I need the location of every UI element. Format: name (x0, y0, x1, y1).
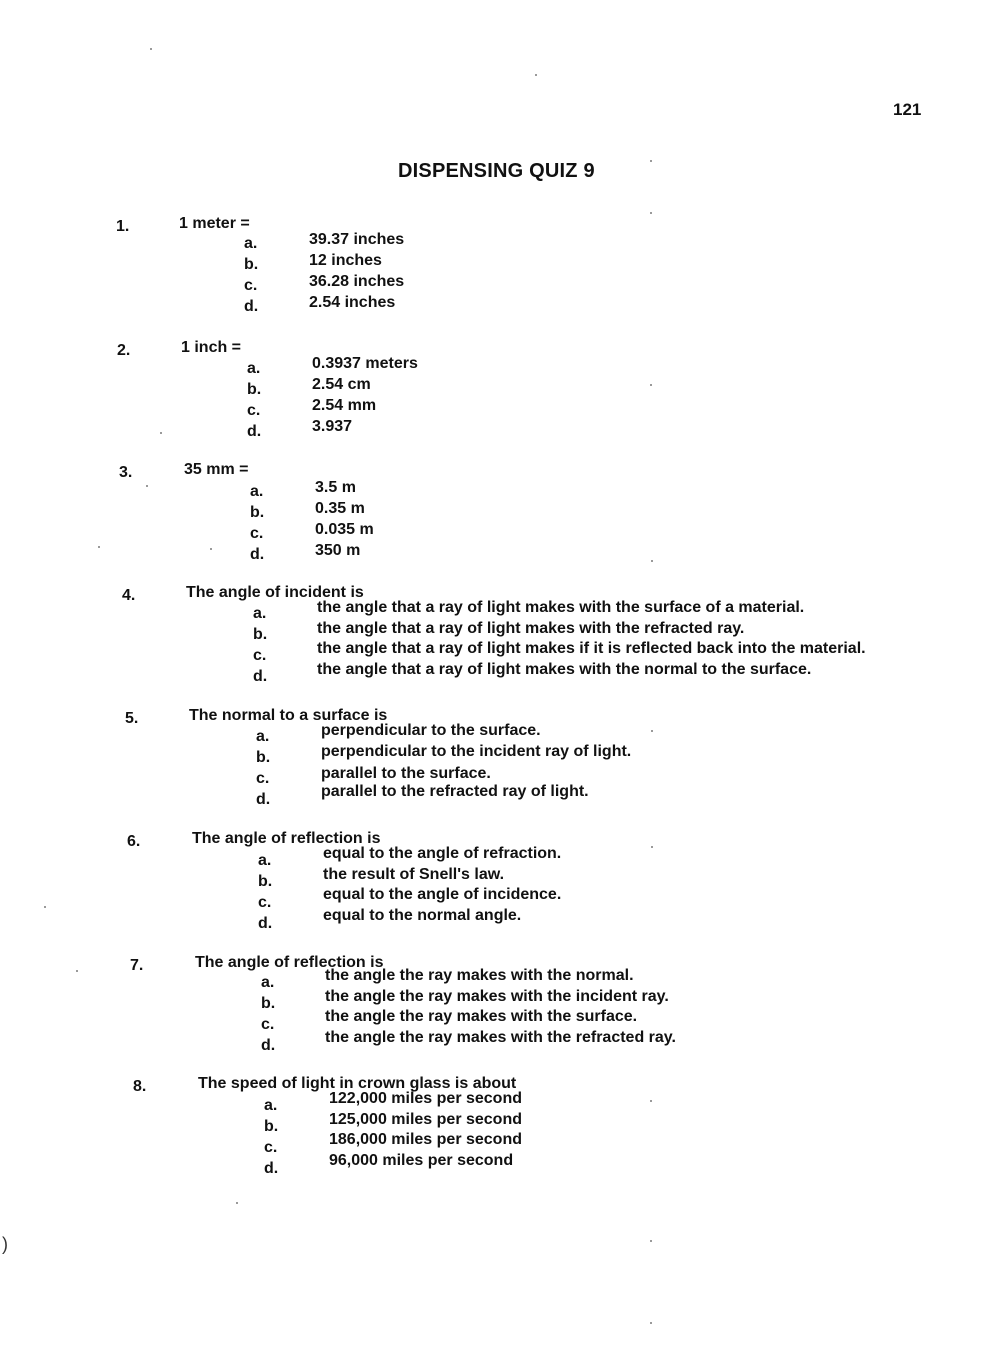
scan-speck (146, 485, 148, 487)
option-letter: c. (258, 894, 272, 911)
option-text: the angle the ray makes with the normal. (325, 967, 634, 984)
option-text: the angle that a ray of light makes with the normal to the surface. (317, 661, 812, 678)
scan-speck (651, 846, 653, 848)
option-text: 0.3937 meters (312, 355, 418, 372)
option-letter: d. (244, 298, 259, 315)
scan-speck (651, 560, 653, 562)
option-text: 96,000 miles per second (329, 1152, 514, 1169)
scan-speck (650, 1100, 652, 1102)
question-number: 5. (125, 710, 139, 727)
option-text: 125,000 miles per second (329, 1111, 522, 1128)
option-letter: a. (261, 974, 275, 991)
option-text: equal to the normal angle. (323, 907, 522, 924)
question-prompt: 1 meter = (179, 215, 250, 232)
option-letter: a. (256, 728, 270, 745)
option-text: 0.35 m (315, 500, 365, 517)
option-letter: b. (261, 995, 276, 1012)
scan-speck (650, 1322, 652, 1324)
option-letter: b. (250, 504, 265, 521)
option-text: 122,000 miles per second (329, 1090, 522, 1107)
option-letter: c. (264, 1139, 278, 1156)
option-text: 39.37 inches (309, 231, 405, 248)
option-letter: d. (253, 668, 268, 685)
option-text: perpendicular to the incident ray of light. (321, 743, 632, 760)
scan-speck (236, 1202, 238, 1204)
scan-speck (44, 906, 46, 908)
option-letter: c. (261, 1016, 275, 1033)
option-letter: a. (250, 483, 264, 500)
option-text: 0.035 m (315, 521, 374, 538)
option-letter: b. (253, 626, 268, 643)
question-number: 3. (119, 464, 133, 481)
question-prompt: The angle of reflection is (192, 830, 381, 847)
option-text: the result of Snell's law. (323, 866, 505, 883)
option-text: equal to the angle of incidence. (323, 886, 562, 903)
option-text: the angle that a ray of light makes with the refracted ray. (317, 620, 745, 637)
question-prompt: The angle of incident is (186, 584, 364, 601)
question-number: 8. (133, 1078, 147, 1095)
option-letter: d. (258, 915, 273, 932)
scan-speck (160, 432, 162, 434)
option-letter: c. (253, 647, 267, 664)
option-letter: b. (264, 1118, 279, 1135)
option-text: perpendicular to the surface. (321, 722, 541, 739)
option-letter: d. (264, 1160, 279, 1177)
quiz-title: DISPENSING QUIZ 9 (398, 160, 595, 182)
option-text: equal to the angle of refraction. (323, 845, 562, 862)
option-text: 3.5 m (315, 479, 356, 496)
question-number: 7. (130, 957, 144, 974)
option-text: the angle the ray makes with the refracted ray. (325, 1029, 676, 1046)
option-letter: a. (244, 235, 258, 252)
option-letter: d. (261, 1037, 276, 1054)
option-letter: c. (256, 770, 270, 787)
scan-mark: ) (2, 1234, 8, 1254)
question-number: 2. (117, 342, 131, 359)
option-text: 2.54 mm (312, 397, 377, 414)
option-text: the angle that a ray of light makes with the surface of a material. (317, 599, 805, 616)
scan-speck (650, 384, 652, 386)
option-letter: b. (258, 873, 273, 890)
scan-speck (650, 1240, 652, 1242)
question-prompt: The speed of light in crown glass is about (198, 1075, 517, 1092)
scan-speck (535, 74, 537, 76)
option-letter: a. (253, 605, 267, 622)
scan-speck (98, 546, 100, 548)
option-text: the angle that a ray of light makes if it is reflected back into the material. (317, 640, 866, 657)
option-letter: a. (247, 360, 261, 377)
option-letter: c. (250, 525, 264, 542)
option-letter: b. (244, 256, 259, 273)
question-prompt: The angle of reflection is (195, 954, 384, 971)
option-text: 12 inches (309, 252, 382, 269)
option-letter: d. (256, 791, 271, 808)
option-text: the angle the ray makes with the incident ray. (325, 988, 669, 1005)
question-number: 6. (127, 833, 141, 850)
option-letter: b. (247, 381, 262, 398)
question-prompt: 35 mm = (184, 461, 249, 478)
option-letter: d. (250, 546, 265, 563)
scan-speck (651, 730, 653, 732)
option-text: parallel to the refracted ray of light. (321, 783, 589, 800)
option-letter: a. (258, 852, 272, 869)
option-text: 186,000 miles per second (329, 1131, 522, 1148)
option-text: the angle the ray makes with the surface. (325, 1008, 638, 1025)
option-letter: a. (264, 1097, 278, 1114)
scan-speck (210, 548, 212, 550)
scan-speck (150, 48, 152, 50)
question-number: 4. (122, 587, 136, 604)
option-letter: d. (247, 423, 262, 440)
option-text: 3.937 (312, 418, 353, 435)
question-prompt: The normal to a surface is (189, 707, 388, 724)
option-text: parallel to the surface. (321, 765, 491, 782)
scan-speck (650, 160, 652, 162)
option-letter: b. (256, 749, 271, 766)
option-text: 2.54 inches (309, 294, 396, 311)
question-prompt: 1 inch = (181, 339, 242, 356)
scan-speck (76, 970, 78, 972)
scan-speck (650, 212, 652, 214)
question-number: 1. (116, 218, 130, 235)
option-text: 36.28 inches (309, 273, 405, 290)
page-number: 121 (893, 100, 922, 119)
option-text: 2.54 cm (312, 376, 371, 393)
option-letter: c. (247, 402, 261, 419)
option-text: 350 m (315, 542, 361, 559)
option-letter: c. (244, 277, 258, 294)
